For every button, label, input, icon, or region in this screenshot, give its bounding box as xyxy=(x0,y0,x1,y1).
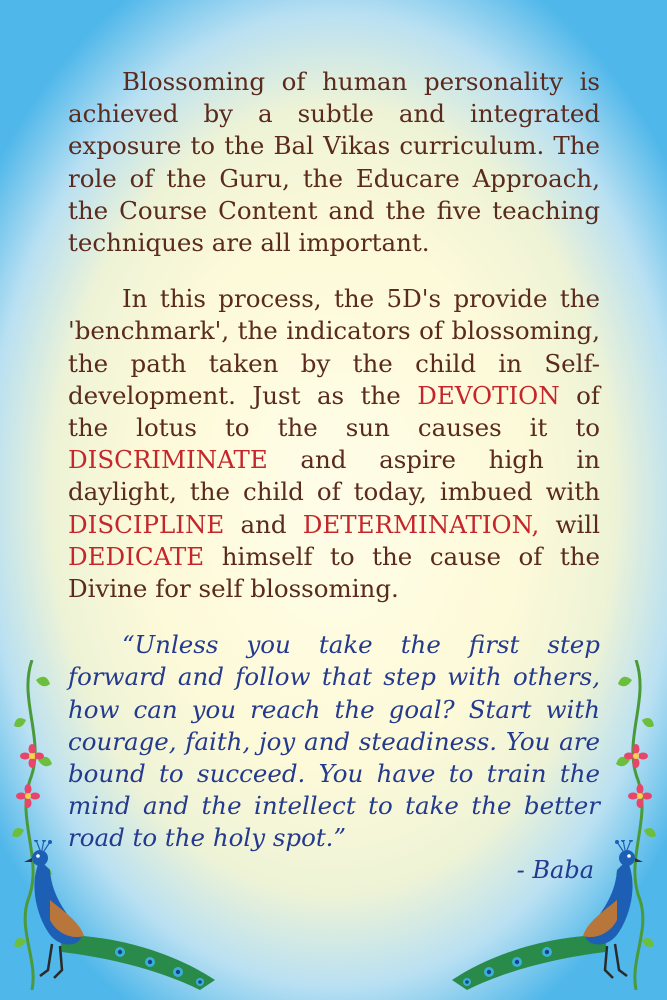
discriminate-word: DISCRIMINATE xyxy=(68,445,268,475)
text-run: himself to the cause of the Divine for self blossoming. xyxy=(68,541,600,604)
text-run: will xyxy=(539,509,600,539)
peacock-right xyxy=(447,840,667,990)
devotion-word: DEVOTION xyxy=(417,380,560,410)
text-run: and aspire high in daylight, the child of today, imbued with xyxy=(68,445,600,507)
text-block xyxy=(68,66,600,885)
flower-icon xyxy=(628,784,652,808)
text-run: of the lotus to the sun causes it to xyxy=(68,380,600,443)
text-run: In this process, the 5D's provide the 'benchmark', the indicators of blossoming, the path taken by the child in Self-development. Just as the xyxy=(68,284,600,410)
text-run: and xyxy=(224,509,303,539)
dedicate-word: DEDICATE xyxy=(68,541,205,571)
determination-word: DETERMINATION, xyxy=(302,509,540,539)
paragraph-intro: Blossoming of human personality is achieved by a subtle and integrated exposure to the Bal Vikas curriculum. The role of the Guru, the Educare Approach, the Course Content and the five teaching techniques are all important. xyxy=(68,67,600,258)
flower-icon xyxy=(20,744,44,768)
peacock-left xyxy=(0,840,220,990)
baba-quote: “Unless you take the first step forward and follow that step with others, how can you reach the goal? Start with courage, faith, joy and steadiness. You are bound to succeed. You have to train the mind and the intellect to take the better road to the holy spot.” xyxy=(68,630,600,853)
discipline-word: DISCIPLINE xyxy=(68,509,225,539)
flower-icon xyxy=(16,784,40,808)
paragraph-5ds xyxy=(68,283,600,605)
flower-icon xyxy=(624,744,648,768)
quote-attribution: - Baba xyxy=(516,855,594,884)
